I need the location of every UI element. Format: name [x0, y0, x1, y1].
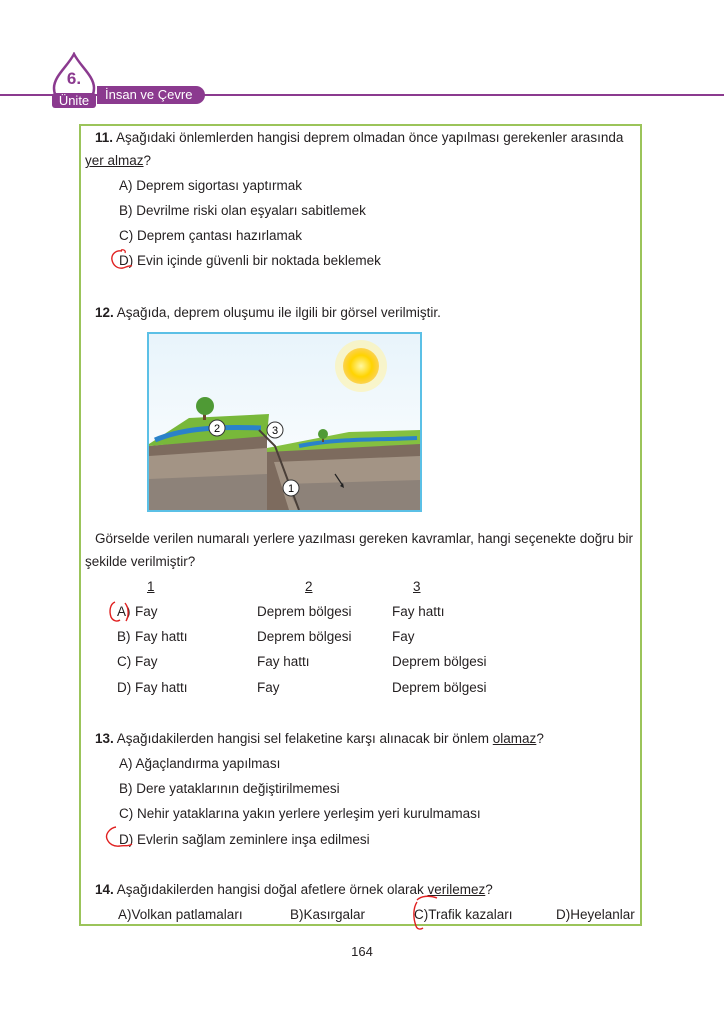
q12-stem-text: Aşağıda, deprem oluşumu ile ilgili bir görsel verilmiştir.: [116, 305, 441, 320]
q12-option-a-letter: A): [117, 604, 131, 619]
q12-option-d-c2: Fay: [257, 680, 280, 695]
q14-stem-text: Aşağıdakilerden hangisi doğal afetlere örnek olarak: [116, 882, 424, 897]
q11-option-d[interactable]: D) Evin içinde güvenli bir noktada beklemek: [119, 253, 381, 268]
q11-option-c[interactable]: C) Deprem çantası hazırlamak: [119, 228, 303, 243]
figure-label-2: [209, 420, 225, 436]
q13-answer-pen-mark: [102, 824, 136, 852]
q13-option-a[interactable]: A) Ağaçlandırma yapılması: [119, 756, 281, 771]
q12-option-c-c3: Deprem bölgesi: [392, 654, 487, 669]
q12-option-d-c1: Fay hattı: [135, 680, 188, 695]
q12-option-b-c2: Deprem bölgesi: [257, 629, 352, 644]
q12-col-header-3-text: 3: [413, 579, 421, 594]
q14-answer-pen-mark: [405, 892, 441, 932]
q12-option-c-c2: Fay hattı: [257, 654, 310, 669]
figure-label-1: [283, 480, 299, 496]
q12-option-a-c2: Deprem bölgesi: [257, 604, 352, 619]
fault-diagram: [149, 334, 420, 510]
q11-stem-line2: [85, 153, 151, 168]
unit-topic: İnsan ve Çevre: [97, 86, 205, 104]
earthquake-figure: [147, 332, 422, 512]
q13-stem: [95, 731, 544, 746]
q12-option-b-letter: B): [117, 629, 131, 644]
q14-number: 14.: [95, 882, 114, 897]
q13-stem-underlined: olamaz: [492, 731, 537, 746]
q11-stem-line1: [95, 130, 623, 145]
q12-option-b-c3: Fay: [392, 629, 415, 644]
unit-number: 6.: [66, 69, 82, 88]
q12-answer-pen-mark: [106, 599, 134, 625]
q11-option-a[interactable]: A) Deprem sigortası yaptırmak: [119, 178, 303, 193]
q14-option-c[interactable]: C)Trafik kazaları: [414, 907, 513, 922]
q14-stem-end: ?: [485, 882, 493, 897]
page-number: 164: [351, 944, 373, 959]
unit-label: Ünite: [52, 93, 96, 108]
q11-option-b[interactable]: B) Devrilme riski olan eşyaları sabitlemek: [119, 203, 366, 218]
svg-text:3: 3: [271, 425, 279, 437]
figure-label-3: [267, 422, 283, 438]
q13-number: 13.: [95, 731, 114, 746]
q12-option-d-letter: D): [117, 680, 132, 695]
q14-stem-underlined: verilemez: [427, 882, 486, 897]
q12-col-header-2-text: 2: [305, 579, 313, 594]
q12-col-header-2: [305, 579, 313, 594]
q14-option-d[interactable]: D)Heyelanlar: [556, 907, 635, 922]
q12-prompt-line1: Görselde verilen numaralı yerlere yazılması gereken kavramlar, hangi seçenekte doğru bir: [95, 531, 634, 546]
q11-stem-end: ?: [143, 153, 152, 168]
q13-stem-end: ?: [536, 731, 544, 746]
q12-prompt-line2: şekilde verilmiştir?: [85, 554, 196, 569]
q12-number: 12.: [95, 305, 114, 320]
q12-option-d-c3: Deprem bölgesi: [392, 680, 487, 695]
q12-option-c-c1: Fay: [135, 654, 158, 669]
q12-option-c-letter: C): [117, 654, 132, 669]
q14-option-a[interactable]: A)Volkan patlamaları: [118, 907, 243, 922]
q12-option-a-c1: Fay: [135, 604, 158, 619]
q11-number: 11.: [95, 130, 114, 145]
q12-col-header-3: [413, 579, 421, 594]
q13-stem-text: Aşağıdakilerden hangisi sel felaketine karşı alınacak bir önlem: [116, 731, 490, 746]
q13-option-b[interactable]: B) Dere yataklarının değiştirilmemesi: [119, 781, 340, 796]
q12-option-b-c1: Fay hattı: [135, 629, 188, 644]
svg-text:1: 1: [287, 483, 295, 495]
q11-answer-pen-mark: [108, 248, 138, 272]
q12-col-header-1-text: 1: [147, 579, 155, 594]
q12-col-header-1: [147, 579, 155, 594]
svg-text:2: 2: [213, 423, 221, 435]
q14-option-b[interactable]: B)Kasırgalar: [290, 907, 366, 922]
q13-option-d[interactable]: D) Evlerin sağlam zeminlere inşa edilmesi: [119, 832, 370, 847]
q11-stem-text: Aşağıdaki önlemlerden hangisi deprem olmadan önce yapılması gerekenler arasında: [116, 130, 624, 145]
q13-option-c[interactable]: C) Nehir yataklarına yakın yerlere yerleşim yeri kurulmaması: [119, 806, 481, 821]
q12-option-a-c3: Fay hattı: [392, 604, 445, 619]
q12-stem: [95, 305, 441, 320]
q11-stem-underlined: yer almaz: [85, 153, 144, 168]
